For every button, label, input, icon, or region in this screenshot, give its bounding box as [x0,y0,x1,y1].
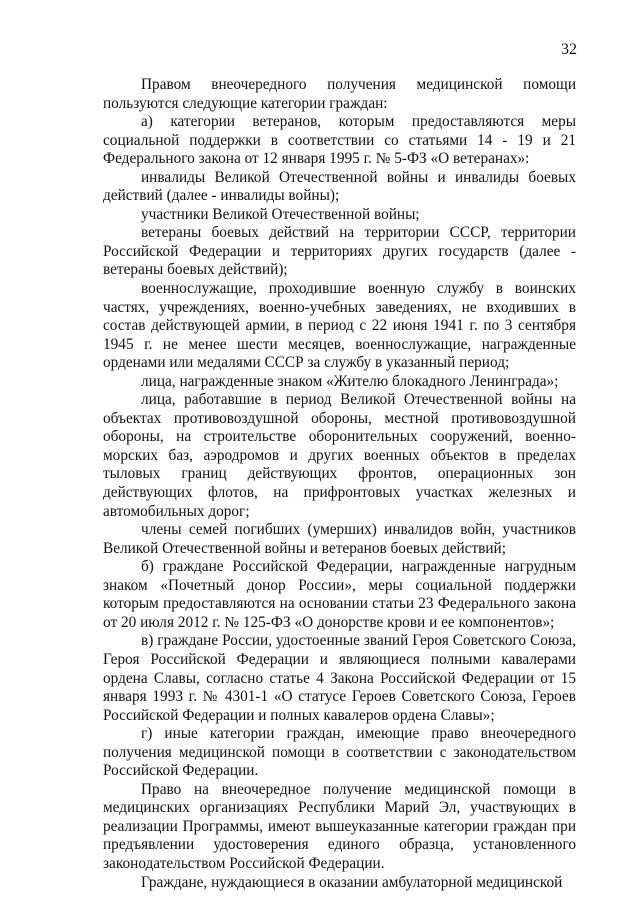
paragraph-right-to-care: Право на внеочередное получение медицинской помощи в медицинских организациях Республики Марий Эл, участвующих в реализации Программы, имеют вышеуказанные категории граждан при предъявлении удостоверения единого образца, установленного законодательством Российской Федерации. [103,780,576,872]
page-number: 32 [561,41,577,58]
paragraph-war-participants: участники Великой Отечественной войны; [141,205,420,223]
paragraph-item-v: в) граждане России, удостоенные званий Героя Советского Союза, Героя Российской Федерации и являющиеся полными кавалерами ордена Славы, согласно статье 4 Закона Российской Федерации от 15 января 1993 г. № 4301-1 «О статусе Героев Советского Союза, Героев Российской Федерации и полных кавалеров ордена Славы»; [103,632,576,724]
paragraph-family-members: члены семей погибших (умерших) инвалидов войн, участников Великой Отечественной войны и ветеранов боевых действий; [103,521,576,557]
paragraph-item-b: б) граждане Российской Федерации, награжденные нагрудным знаком «Почетный донор России», меры социальной поддержки которым предоставляются на основании статьи 23 Федерального закона от 20 июля 2012 г. № 125-ФЗ «О донорстве крови и ее компонентов»; [103,558,576,631]
paragraph-servicemen: военнослужащие, проходившие военную службу в воинских частях, учреждениях, военно-учебных заведениях, не входивших в состав действующей армии, в период с 22 июня 1941 г. по 3 сентября 1945 г. не менее шести месяцев, военнослужащие, награжденные орденами или медалями СССР за службу в указанный период; [103,280,576,372]
paragraph-outpatient: Граждане, нуждающиеся в оказании амбулаторной медицинской [141,873,563,891]
paragraph-war-invalids: инвалиды Великой Отечественной войны и инвалиды боевых действий (далее - инвалиды войны); [103,168,576,205]
paragraph-item-a: а) категории ветеранов, которым предоставляются меры социальной поддержки в соответствии со статьями 14 - 19 и 21 Федерального закона от 12 января 1995 г. № 5-ФЗ «О ветеранах»: [103,113,576,168]
document-body [103,76,576,892]
paragraph-wartime-workers: лица, работавшие в период Великой Отечественной войны на объектах противовоздушной обороны, местной противовоздушной обороны, на строительстве оборонительных сооружений, военно-морских баз, аэродромов и других военных объектов в пределах тыловых границ действующих фронтов, операционных зон действующих флотов, на прифронтовых участках железных и автомобильных дорог; [103,391,576,520]
paragraph-leningrad-badge: лица, награжденные знаком «Жителю блокадного Ленинграда»; [141,372,559,390]
paragraph-item-g: г) иные категории граждан, имеющие право внеочередного получения медицинской помощи в соответствии с законодательством Российской Федерации. [103,725,576,780]
paragraph-combat-veterans: ветераны боевых действий на территории СССР, территории Российской Федерации и территориях других государств (далее - ветераны боевых действий); [103,224,576,279]
paragraph-intro: Правом внеочередного получения медицинской помощи пользуются следующие категории граждан: [103,76,576,112]
